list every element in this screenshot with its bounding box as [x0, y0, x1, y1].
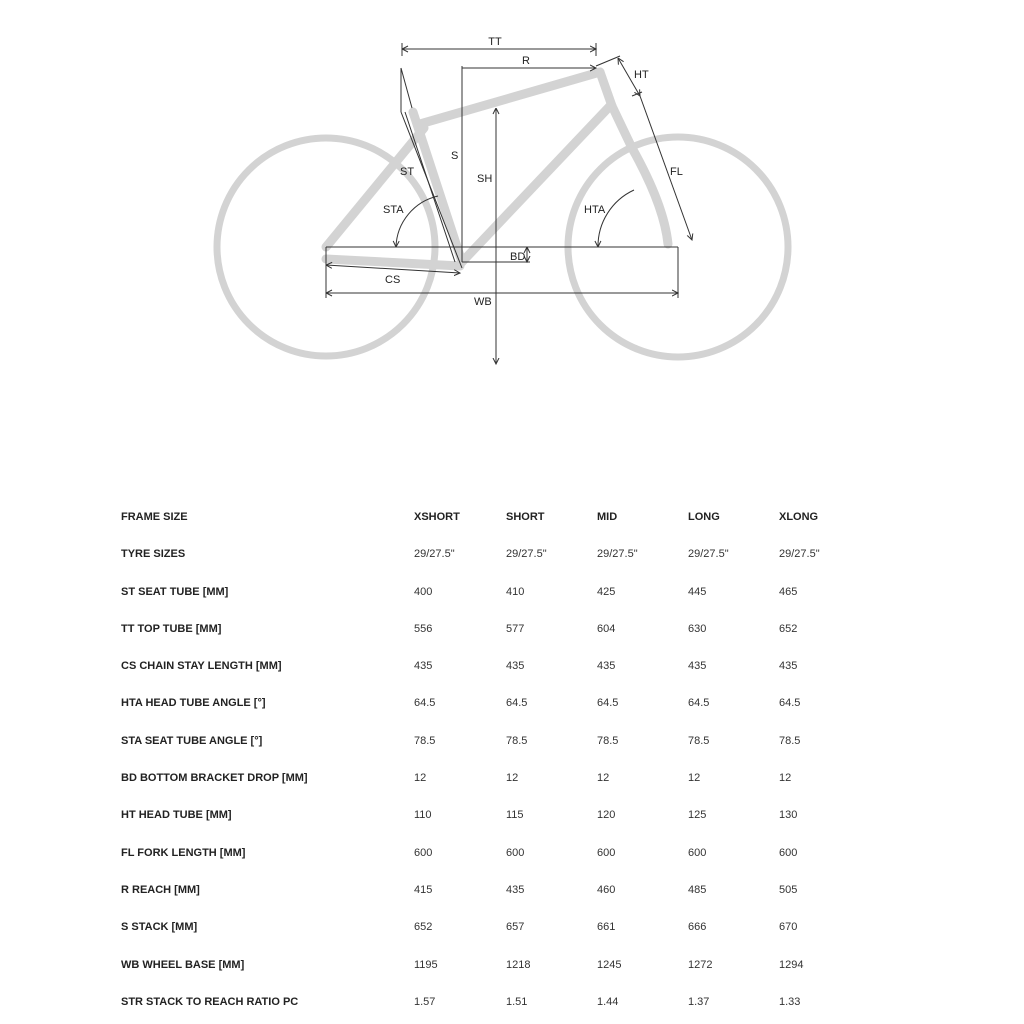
table-row [0, 648, 1024, 685]
row-value: 600 [597, 846, 616, 859]
row-value: 630 [688, 622, 707, 635]
row-label: BD BOTTOM BRACKET DROP [MM] [121, 772, 308, 785]
row-value: 1218 [506, 958, 531, 971]
row-value: 29/27.5" [414, 548, 455, 561]
row-value: 600 [506, 846, 525, 859]
row-value: 1294 [779, 958, 804, 971]
row-label: TYRE SIZES [121, 548, 186, 561]
label-wb: WB [474, 296, 492, 308]
label-ht: HT [634, 69, 649, 81]
row-value: 435 [779, 660, 798, 673]
row-value: 12 [597, 772, 610, 785]
table-row [0, 574, 1024, 611]
st-dimension [405, 112, 455, 262]
table-row [0, 947, 1024, 984]
row-label: ST SEAT TUBE [MM] [121, 585, 229, 598]
table-row [0, 872, 1024, 909]
table-row [0, 685, 1024, 722]
table-row [0, 760, 1024, 797]
table-header-row [0, 499, 1024, 536]
row-label: WB WHEEL BASE [MM] [121, 958, 245, 971]
label-tt: TT [488, 36, 502, 48]
row-value: 1.57 [414, 995, 436, 1008]
row-value: 1.37 [688, 995, 710, 1008]
row-label: STA SEAT TUBE ANGLE [°] [121, 734, 263, 747]
row-value: 556 [414, 622, 433, 635]
dimension-lines [326, 43, 692, 364]
reference-lines [326, 56, 678, 268]
hta-arc [598, 190, 634, 247]
header-size-xshort: XSHORT [414, 511, 460, 523]
row-value: 410 [506, 585, 525, 598]
head-tube [600, 72, 612, 106]
row-value: 120 [597, 809, 616, 822]
header-label: FRAME SIZE [121, 511, 188, 523]
table-row [0, 797, 1024, 834]
bike-geometry-diagram [0, 0, 1024, 400]
table-body [0, 536, 1024, 1021]
row-value: 125 [688, 809, 707, 822]
table-row [0, 611, 1024, 648]
row-value: 460 [597, 883, 616, 896]
row-value: 78.5 [597, 734, 619, 747]
row-value: 505 [779, 883, 798, 896]
label-st: ST [400, 166, 415, 178]
row-value: 12 [688, 772, 701, 785]
row-label: S STACK [MM] [121, 921, 198, 934]
row-value: 1245 [597, 958, 622, 971]
row-value: 78.5 [506, 734, 528, 747]
row-value: 29/27.5" [597, 548, 638, 561]
row-value: 12 [506, 772, 519, 785]
table-row [0, 723, 1024, 760]
header-size-long: LONG [688, 511, 720, 523]
label-cs: CS [385, 274, 401, 286]
row-value: 485 [688, 883, 707, 896]
row-value: 435 [597, 660, 616, 673]
row-value: 465 [779, 585, 798, 598]
row-value: 29/27.5" [779, 548, 820, 561]
row-value: 652 [779, 622, 798, 635]
row-value: 435 [414, 660, 433, 673]
ht-extension [596, 56, 620, 66]
row-label: HTA HEAD TUBE ANGLE [°] [121, 697, 266, 710]
table-row [0, 835, 1024, 872]
row-value: 1272 [688, 958, 713, 971]
row-value: 29/27.5" [688, 548, 729, 561]
row-value: 604 [597, 622, 616, 635]
fork [612, 106, 668, 244]
table-row [0, 984, 1024, 1021]
row-value: 1195 [414, 958, 438, 971]
row-value: 78.5 [688, 734, 710, 747]
row-label: R REACH [MM] [121, 883, 200, 896]
row-value: 657 [506, 921, 525, 934]
bike-frame [326, 72, 668, 266]
label-fl: FL [670, 166, 683, 178]
row-value: 78.5 [414, 734, 436, 747]
chain-stay [326, 259, 460, 266]
row-value: 415 [414, 883, 433, 896]
row-value: 1.33 [779, 995, 801, 1008]
label-bd: BD [510, 251, 526, 263]
row-value: 1.51 [506, 995, 528, 1008]
row-value: 64.5 [506, 697, 528, 710]
row-value: 115 [506, 809, 524, 822]
label-r: R [522, 55, 530, 67]
header-size-xlong: XLONG [779, 511, 819, 523]
row-value: 12 [414, 772, 427, 785]
row-value: 652 [414, 921, 433, 934]
row-value: 130 [779, 809, 798, 822]
row-value: 435 [506, 883, 525, 896]
row-label: TT TOP TUBE [MM] [121, 622, 222, 635]
header-size-short: SHORT [506, 511, 545, 523]
row-value: 110 [414, 809, 432, 822]
row-value: 1.44 [597, 995, 619, 1008]
row-value: 435 [688, 660, 707, 673]
row-value: 666 [688, 921, 707, 934]
row-value: 400 [414, 585, 433, 598]
row-value: 600 [688, 846, 707, 859]
geometry-table [0, 499, 1024, 1021]
row-value: 435 [506, 660, 525, 673]
row-value: 577 [506, 622, 525, 635]
label-sta: STA [383, 204, 404, 216]
row-value: 445 [688, 585, 707, 598]
row-value: 29/27.5" [506, 548, 547, 561]
row-value: 64.5 [688, 697, 710, 710]
row-label: HT HEAD TUBE [MM] [121, 809, 232, 822]
seat-extension [401, 68, 412, 108]
ht-extension-lower [632, 92, 642, 96]
row-value: 661 [597, 921, 616, 934]
row-value: 600 [414, 846, 433, 859]
row-value: 425 [597, 585, 616, 598]
row-value: 600 [779, 846, 798, 859]
top-tube [420, 72, 600, 124]
header-size-mid: MID [597, 511, 618, 523]
label-hta: HTA [584, 204, 606, 216]
row-label: FL FORK LENGTH [MM] [121, 846, 246, 859]
row-value: 64.5 [779, 697, 801, 710]
label-s: S [451, 150, 459, 162]
row-value: 78.5 [779, 734, 801, 747]
row-label: STR STACK TO REACH RATIO PC [121, 995, 299, 1008]
table-row [0, 909, 1024, 946]
row-label: CS CHAIN STAY LENGTH [MM] [121, 660, 282, 673]
row-value: 64.5 [597, 697, 619, 710]
table-row [0, 536, 1024, 573]
row-value: 64.5 [414, 697, 436, 710]
label-sh: SH [477, 173, 493, 185]
row-value: 12 [779, 772, 792, 785]
row-value: 670 [779, 921, 798, 934]
